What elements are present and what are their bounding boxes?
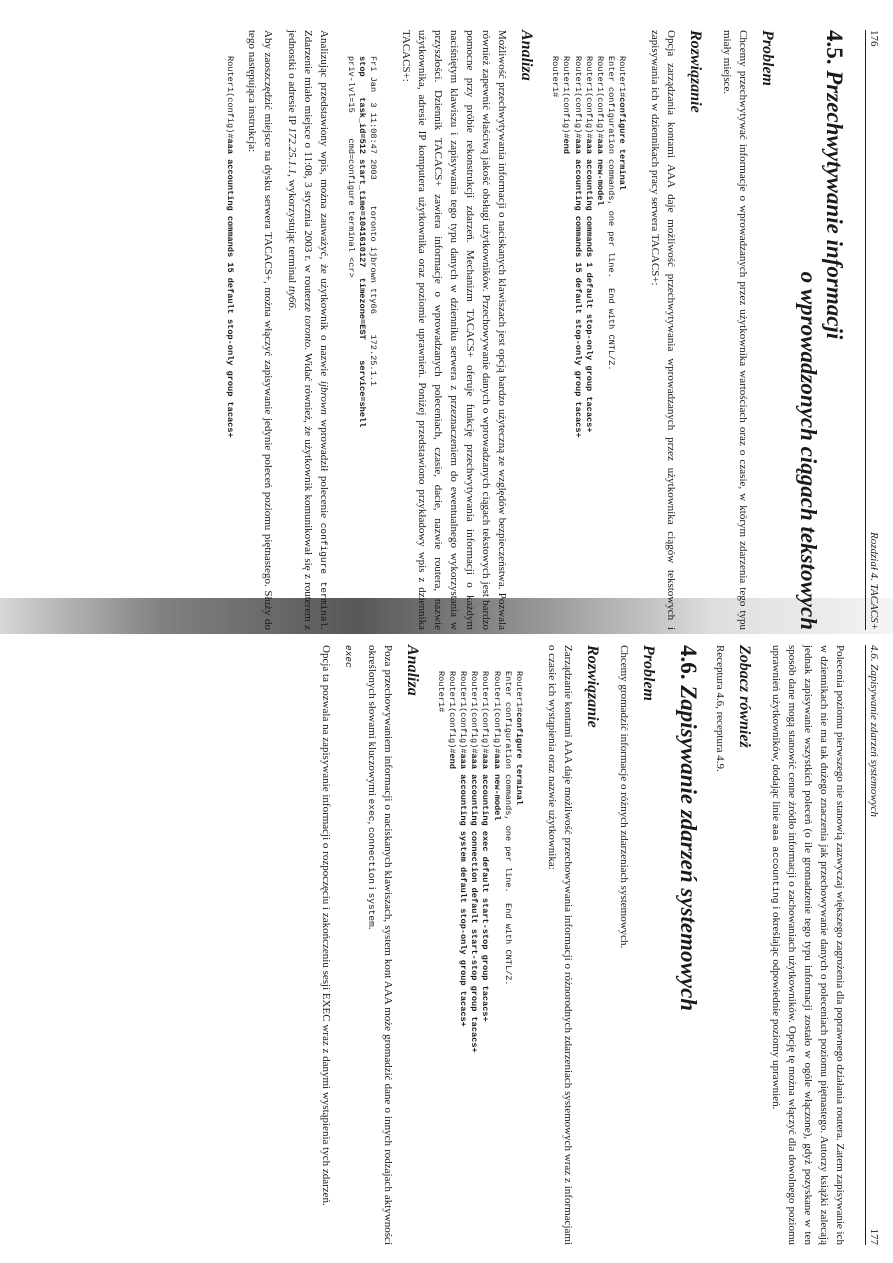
- code-line: Enter configuration commands, one per line. End with CNTL/Z.: [606, 56, 617, 371]
- code-block-level15: Router1(config)#aaa accounting commands 15 default stop-only group tacacs+: [225, 56, 236, 438]
- code-line: Enter configuration commands, one per line. End with CNTL/Z.: [502, 671, 513, 986]
- section-number: 4.6.: [676, 645, 702, 680]
- problem-heading: Problem: [759, 30, 777, 86]
- page-177: [0, 645, 880, 1245]
- code-line: Router1(config)#aaa accounting commands 1 default stop-only group tacacs+: [583, 56, 594, 433]
- code-line: Router1#configure terminal: [617, 56, 628, 191]
- running-header: [865, 645, 880, 1245]
- analysis-text-2: Analizując przedstawiony wpis, można zauważyć, że użytkownik o nazwie ijbrown wprowadził polecenie configure terminal. Zdarzenie miało miejsce o 11:08, 3 stycznia 2003 r. w routerze toronto. Widać również, że użytkownik komunikował się z routerem z jednostki o adresie IP 172.25.1.1, wykorzystując terminal tty66.: [285, 30, 330, 630]
- code-line: Router1(config)#aaa accounting exec default start-stop group tacacs+: [480, 671, 491, 1022]
- problem-heading: Problem: [639, 645, 657, 701]
- log-line: Fri Jan 3 11:08:47 2003 toronto ijbrown tty66 172.25.1.1: [368, 56, 379, 387]
- see-also-heading: Zobacz również: [736, 645, 754, 748]
- solution-text: Zarządzanie kontami AAA daje możliwość przechowywania informacji o różnorodnych zdarzeniach systemowych wraz z informacjami o czasie ich wystąpienia oraz nazwie użytkownika:: [546, 645, 574, 1245]
- code-line: Router1(config)#end: [561, 56, 572, 154]
- section-title: [675, 645, 701, 1245]
- code-block-solution: [435, 671, 536, 1245]
- exec-text: Opcja ta pozwala na zapisywanie informacji o rozpoczęciu i zakończeniu sesji EXEC wraz z danymi wystąpienia tych zdarzeń.: [319, 645, 332, 1206]
- analysis-heading: Analiza: [403, 645, 421, 696]
- running-head: 4.6. Zapisywanie zdarzeń systemowych: [868, 645, 880, 818]
- intro-text: Polecenia poziomu pierwszego nie stanowią zazwyczaj większego zagrożenia dla poprawnego działania routera. Zatem zapisywanie ich w dziennikach nie ma tak dużego znaczenia jak przechowywanie danych o poleceniach poziomu piętnastego. Autorzy książki zalecają jednak zapisywanie wszystkich poleceń (o ile gromadzenie tego typu informacji zostało w ogóle włączone), gdyż pozyskane w ten sposób dane mogą stanowić cenne źródło informacji o zachowaniach użytkowników. Opcję tę można włączyć dla dowolnego poziomu uprawnień użytkowników, dodając linie aaa accounting i określając odpowiednie poziomy uprawnień.: [770, 645, 846, 1245]
- solution-heading: Rozwiązanie: [584, 645, 601, 728]
- page-number: 176: [868, 30, 880, 47]
- page-number: 177: [868, 1228, 880, 1245]
- code-line: Router1(config)#aaa new-model: [594, 56, 605, 206]
- code-line: Router1(config)#aaa accounting commands 15 default stop-only group tacacs+: [572, 56, 583, 438]
- title-line-1: Przechwytywanie informacji: [822, 70, 847, 340]
- page-176: [0, 30, 880, 630]
- code-line: Router1(config)#end: [446, 671, 457, 769]
- section-number: 4.5.: [822, 30, 847, 65]
- analysis-text-3: Aby zaoszczędzić miejsce na dysku serwera TACACS+, można włączyć zapisywanie jedynie poleceń poziomu piętnastego. Służy do tego następująca instrukcja:: [246, 30, 274, 630]
- code-block-solution: [549, 56, 638, 630]
- analysis-text-1: Możliwość przechwytywania informacji o naciskanych klawiszach jest opcją bardzo użyteczną ze względów bezpieczeństwa. Pozwala również zapewnić właściwą jakość obsługi użytkowników. Przechowywanie danych o wprowadzanych ciągach tekstowych jest bardzo pomocne przy próbie rekonstrukcji zdarzeń. Mechanizm TACACS+ oferuje funkcję przechwytywania informacji o każdym naciśniętym klawiszu i zapisywania tego typu danych w dzienniku serwera z przeznaczeniem do ewentualnego wykorzystania w przyszłości. Dziennik TACACS+ zawiera informacje o wprowadzanych poleceniach, czasie, dacie, nazwie routera, nazwie użytkownika, adresie IP komputera użytkownika oraz poziomie uprawnień. Poniżej przedstawiono przykładowy wpis z dziennika TACACS+:: [400, 30, 508, 630]
- problem-text: Chcemy gromadzić informacje o różnych zdarzeniach systemowych.: [617, 645, 630, 949]
- analysis-heading: Analiza: [518, 30, 535, 81]
- running-header: [865, 30, 880, 630]
- section-title: [794, 30, 847, 630]
- title-line-2: o wprowadzonych ciągach tekstowych: [795, 271, 821, 630]
- title: Zapisywanie zdarzeń systemowych: [676, 685, 702, 1012]
- log-line: priv-lvl=15 cmd=configure terminal <cr>: [345, 56, 356, 278]
- code-line: Router1#: [550, 56, 561, 98]
- code-line: Router1#: [435, 671, 446, 713]
- running-head: Rozdział 4. TACACS+: [868, 532, 880, 630]
- log-line: stop task_id=512 start_time=1041610127 timezone=EST service=shell: [357, 56, 368, 428]
- problem-text: Chcemy przechwytywać informacje o wprowadzanych przez użytkownika wartościach oraz o czasie, w którym zdarzenia tego typu miały miejsce.: [721, 30, 750, 630]
- code-line: Router1(config)#aaa accounting system default stop-only group tacacs+: [458, 671, 469, 1027]
- code-line: Router1(config)#aaa accounting connection default start-stop group tacacs+: [469, 671, 480, 1053]
- see-also-text: Receptura 4.6, receptura 4.9.: [714, 645, 727, 772]
- log-entry-block: [345, 56, 390, 630]
- code-line: Router1(config)#aaa new-model: [491, 671, 502, 821]
- code-line: Router1#configure terminal: [513, 671, 524, 806]
- solution-text: Opcja zarządzania kontami AAA daje możliwość przechwytywania wprowadzanych przez użytkownika ciągów tekstowych i zapisywania ich w dziennikach pracy serwera TACACS+:: [649, 30, 678, 630]
- exec-label: exec: [342, 645, 354, 668]
- analysis-text-1: Poza przechowywaniem informacji o naciskanych klawiszach, system kont AAA może gromadzić dane o innych rodzajach aktywności określonych słowami kluczowymi exec, connection i system.: [365, 645, 394, 1245]
- solution-heading: Rozwiązanie: [687, 30, 705, 113]
